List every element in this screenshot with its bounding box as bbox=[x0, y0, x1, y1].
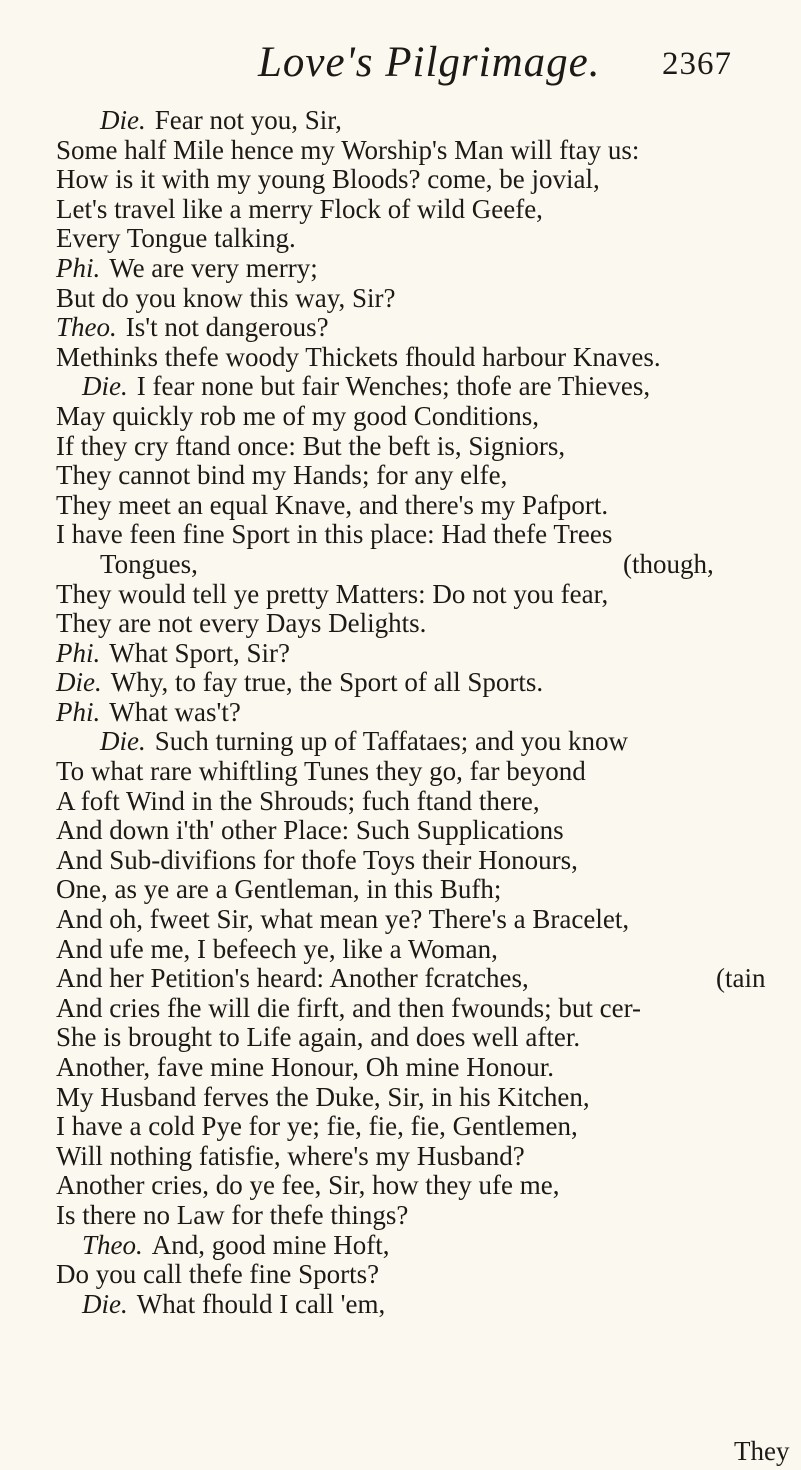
line-text: We are very merry; bbox=[109, 252, 318, 283]
verse-line bbox=[56, 343, 786, 373]
catchword: They bbox=[734, 1436, 790, 1466]
line-text: One, as ye are a Gentleman, in this Bufh; bbox=[56, 874, 502, 905]
verse-line bbox=[56, 698, 786, 728]
speaker-label: Phi. bbox=[56, 637, 101, 668]
verse-line bbox=[56, 1260, 786, 1290]
line-text: My Husband ferves the Duke, Sir, in his Kitchen, bbox=[56, 1081, 590, 1112]
line-text: They are not every Days Delights. bbox=[56, 608, 427, 639]
verse-line bbox=[56, 935, 786, 965]
line-text: May quickly rob me of my good Conditions, bbox=[56, 400, 539, 431]
verse-line bbox=[56, 787, 786, 817]
verse-line bbox=[56, 1142, 786, 1172]
verse-line bbox=[56, 905, 786, 935]
verse-line bbox=[56, 875, 786, 905]
speaker-label: Die. bbox=[100, 105, 146, 135]
line-text: And cries fhe will die firft, and then fwounds; but cer- bbox=[56, 992, 642, 1023]
line-text: Fear not you, Sir, bbox=[154, 105, 342, 135]
verse-line bbox=[56, 1112, 786, 1142]
line-text: A foft Wind in the Shrouds; fuch ftand there, bbox=[56, 785, 540, 816]
turnover-text: (tain bbox=[716, 963, 766, 994]
verse-line bbox=[56, 668, 786, 698]
line-text: And down i'th' other Place: Such Supplications bbox=[56, 815, 564, 846]
verse-line bbox=[56, 964, 786, 994]
line-text: Methinks thefe woody Thickets fhould harbour Knaves. bbox=[56, 341, 661, 372]
page-number: 2367 bbox=[662, 46, 732, 82]
line-text: They cannot bind my Hands; for any elfe, bbox=[56, 460, 508, 491]
running-head bbox=[0, 38, 801, 98]
line-text: And ufe me, I befeech ye, like a Woman, bbox=[56, 933, 498, 964]
verse-line bbox=[56, 609, 786, 639]
line-text: To what rare whiftling Tunes they go, far beyond bbox=[56, 756, 586, 787]
verse-line bbox=[56, 580, 786, 610]
line-text: I fear none but fair Wenches; thofe are Thieves, bbox=[136, 371, 651, 402]
line-text: What Sport, Sir? bbox=[109, 637, 290, 668]
line-text: Will nothing fatisfie, where's my Husband? bbox=[56, 1140, 525, 1171]
line-text: What fhould I call 'em, bbox=[136, 1288, 386, 1319]
line-text: They meet an equal Knave, and there's my Pafport. bbox=[56, 489, 609, 520]
verse-line bbox=[56, 284, 786, 314]
verse-line bbox=[56, 846, 786, 876]
verse-line bbox=[56, 520, 786, 550]
line-text: Tongues, bbox=[100, 548, 198, 579]
verse-line bbox=[56, 1083, 786, 1113]
line-text: But do you know this way, Sir? bbox=[56, 282, 396, 313]
verse-line bbox=[56, 372, 786, 402]
line-text: Every Tongue talking. bbox=[56, 223, 296, 254]
verse-line bbox=[56, 1171, 786, 1201]
verse-line bbox=[56, 313, 786, 343]
verse-line bbox=[56, 106, 786, 136]
line-text: Is't not dangerous? bbox=[125, 312, 329, 343]
verse-line bbox=[56, 136, 786, 166]
line-text: And, good mine Hoft, bbox=[151, 1229, 390, 1260]
speaker-label: Die. bbox=[82, 371, 128, 402]
line-text: Do you call thefe fine Sports? bbox=[56, 1259, 380, 1290]
verse-line bbox=[56, 550, 786, 580]
verse-line bbox=[56, 254, 786, 284]
line-text: They would tell ye pretty Matters: Do not you fear, bbox=[56, 578, 609, 609]
line-text: And Sub-divifions for thofe Toys their Honours, bbox=[56, 844, 578, 875]
verse-line bbox=[56, 994, 786, 1024]
speaker-label: Die. bbox=[56, 667, 102, 698]
line-text: Another cries, do ye fee, Sir, how they ufe me, bbox=[56, 1170, 560, 1201]
line-text: Such turning up of Taffataes; and you know bbox=[154, 726, 629, 757]
line-text: If they cry ftand once: But the beft is, Signiors, bbox=[56, 430, 566, 461]
speaker-label: Die. bbox=[100, 726, 146, 757]
turnover-text: (though, bbox=[623, 548, 714, 579]
line-text: And oh, fweet Sir, what mean ye? There's a Bracelet, bbox=[56, 904, 630, 935]
line-text: I have a cold Pye for ye; fie, fie, fie, Gentlemen, bbox=[56, 1111, 578, 1142]
verse-line bbox=[56, 224, 786, 254]
line-text: Let's travel like a merry Flock of wild Geefe, bbox=[56, 193, 543, 224]
line-text: And her Petition's heard: Another fcratches, bbox=[56, 963, 529, 994]
verse-line bbox=[56, 727, 786, 757]
verse-line bbox=[56, 1290, 786, 1320]
verse-line bbox=[56, 461, 786, 491]
line-text: How is it with my young Bloods? come, be jovial, bbox=[56, 164, 600, 195]
speaker-label: Theo. bbox=[82, 1229, 143, 1260]
verse-line bbox=[56, 432, 786, 462]
verse-text bbox=[56, 106, 786, 1319]
speaker-label: Phi. bbox=[56, 696, 101, 727]
line-text: Some half Mile hence my Worship's Man will ftay us: bbox=[56, 134, 640, 165]
verse-line bbox=[56, 1201, 786, 1231]
verse-line bbox=[56, 1231, 786, 1261]
line-text: Is there no Law for thefe things? bbox=[56, 1199, 409, 1230]
line-text: What was't? bbox=[109, 696, 241, 727]
verse-line bbox=[56, 1023, 786, 1053]
line-text: Why, to fay true, the Sport of all Sports. bbox=[110, 667, 544, 698]
verse-line bbox=[56, 195, 786, 225]
speaker-label: Phi. bbox=[56, 252, 101, 283]
verse-line bbox=[56, 757, 786, 787]
speaker-label: Theo. bbox=[56, 312, 117, 343]
verse-line bbox=[56, 165, 786, 195]
verse-line bbox=[56, 491, 786, 521]
running-title: Love's Pilgrimage. bbox=[258, 39, 601, 86]
line-text: She is brought to Life again, and does well after. bbox=[56, 1022, 581, 1053]
line-text: Another, fave mine Honour, Oh mine Honour. bbox=[56, 1052, 554, 1082]
verse-line bbox=[56, 1053, 786, 1083]
verse-line bbox=[56, 402, 786, 432]
verse-line bbox=[56, 816, 786, 846]
verse-line bbox=[56, 639, 786, 669]
line-text: I have feen fine Sport in this place: Had thefe Trees bbox=[56, 519, 613, 550]
speaker-label: Die. bbox=[82, 1288, 128, 1319]
